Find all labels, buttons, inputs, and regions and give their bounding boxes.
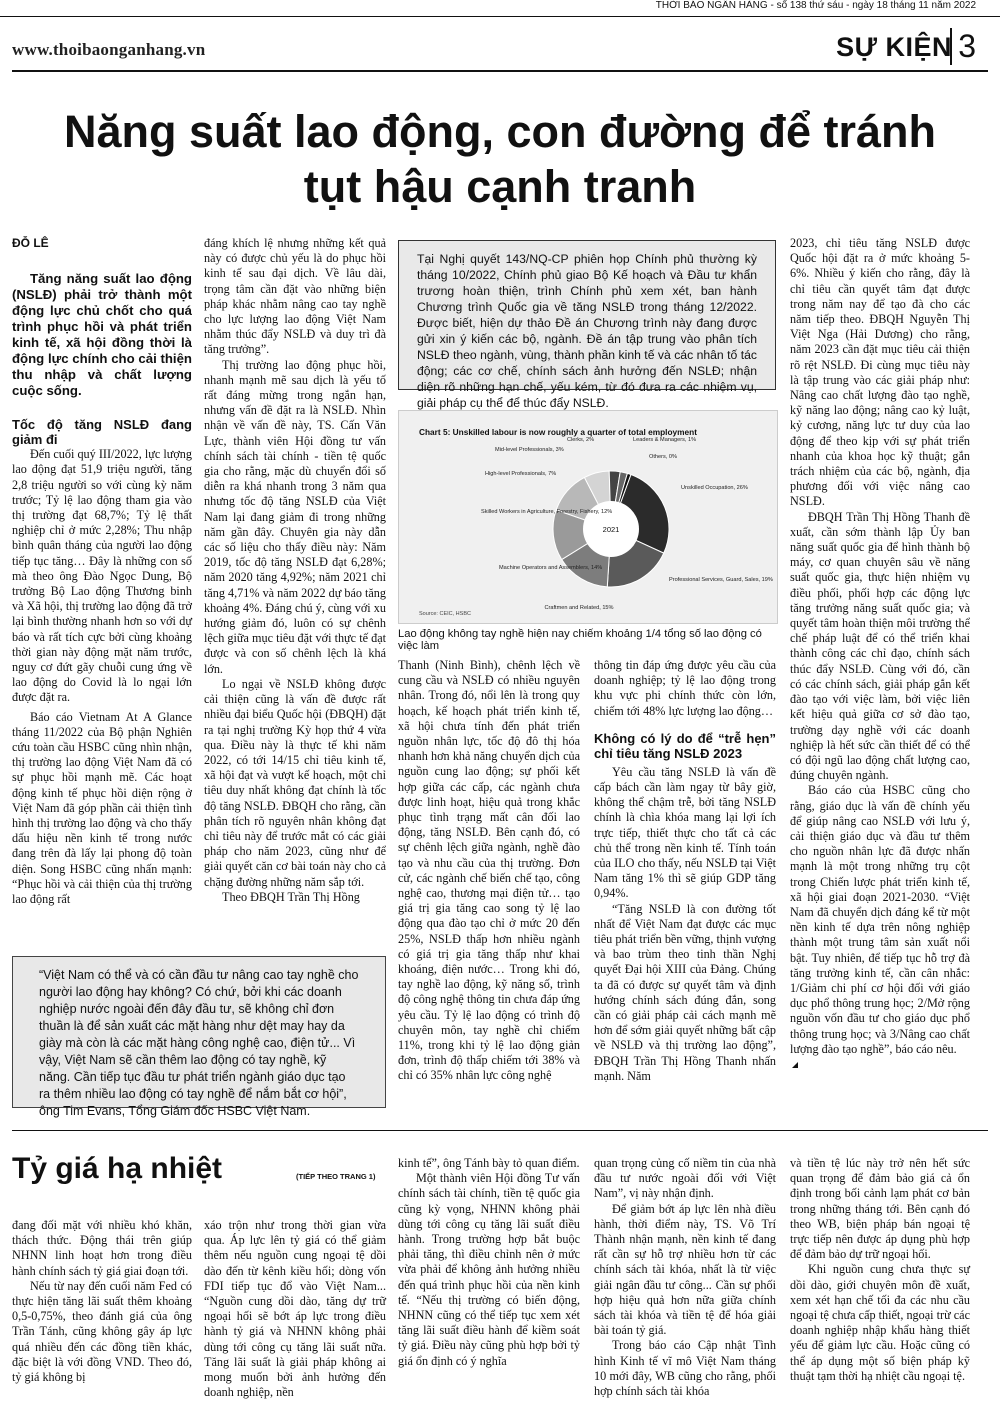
- story2-column-3: kinh tế”, ông Tánh bày tỏ quan điểm. Một thành viên Hội đồng Tư vấn chính sách tài chính, tiền tệ quốc gia cũng kỳ vọng, NHNN không phải dùng tới công cụ tăng lãi suất điều hành. Trong trường hợp bắt buộc phải tăng, thì điều chỉnh nên ở mức vừa phải để không ảnh hưởng nhiều đến quá trình phục hồi của nền kinh tế. “Nếu thị trường có biến động, NHNN cũng có thể tiếp tục xem xét tăng lãi suất điều hành để kiềm soát tỷ giá. Điều này cũng phù hợp bởi tỷ giá ổn định có ý nghĩa: [398, 1156, 580, 1368]
- site-url[interactable]: www.thoibaonganhang.vn: [12, 40, 206, 59]
- column-2: đáng khích lệ nhưng những kết quả này có được chủ yếu là do phục hồi kinh tế sau đại dịch. Về lâu dài, trọng tâm cần đặt vào những biện pháp khác nhằm nâng cao tay nghề cho lực lượng lao động Việt Nam nhằm thúc đẩy NSLĐ và duy trì đà tăng trưởng”. Thị trường lao động phục hồi, nhanh mạnh mẽ sau dịch là yếu tố rất đáng mừng trong ngắn hạn, nhưng vấn đề đặt ra là NSLĐ. Nhìn nhận về vấn đề này, TS. Cấn Văn Lực, thành viên Hội đồng tư vấn chính sách tài chính - tiền tệ quốc gia cho rằng, mặc dù chuyển đổi số diễn ra khá nhanh trong 3 năm qua nhưng tốc độ tăng NSLĐ của Việt Nam lại đang giảm đi trong những năm gần đây. Chuyên gia này dẫn các số liệu cho thấy điều này: Năm 2019, tốc độ tăng NSLĐ đạt 6,28%; năm 2020 tăng 4,92%; năm 2021 chỉ tăng 4,71% và năm 2022 dự báo tăng khoảng 4%. Đáng chú ý, cùng với xu hướng giảm đó, luôn có sự chênh lệch giữa mục tiêu đặt với thực tế đạt được và con số chênh lệch là khá lớn. Lo ngại về NSLĐ không được cải thiện cũng là vấn đề được rất nhiều đại biểu Quốc hội (ĐBQH) đặt ra tại nghị trường Kỳ họp thứ 4 vừa qua. Điều này là thực tế khi năm 2022, có tới 14/15 chỉ tiêu kinh tế, xã hội đạt và vượt kế hoạch, một chỉ tiêu duy nhất không đạt chính là tốc độ tăng NSLĐ. ĐBQH cho rằng, cần phân tích rõ nguyên nhân không đạt chỉ tiêu này để trước mắt có các giải pháp cho năm 2023, cũng như để giải quyết căn cơ bài toán này cho cả chặng đường những năm sắp tới. Theo ĐBQH Trần Thị Hồng: [204, 236, 386, 904]
- pie-slice-label: Machine Operators and Assemblers, 14%: [499, 565, 603, 571]
- section-label: SỰ KIỆN: [836, 32, 952, 62]
- subhead-2: Không có lý do để “trễ hẹn” chỉ tiêu tăng NSLĐ 2023: [594, 730, 776, 761]
- pie-slice-label: Unskilled Occupation, 26%: [681, 485, 748, 491]
- chart-title: Chart 5: Unskilled labour is now roughly a quarter of total employment: [419, 427, 697, 437]
- end-mark-icon: [792, 1062, 798, 1068]
- pie-slice-label: Craftmen and Related, 15%: [544, 605, 614, 611]
- chart-caption: Lao động không tay nghề hiện nay chiếm khoảng 1/4 tổng số lao động có việc làm: [398, 628, 762, 652]
- pie-slice-label: Others, 0%: [649, 454, 677, 460]
- pie-slice-label: Skilled Workers in Agriculture, Forestry, Fishery, 12%: [481, 509, 613, 515]
- chart-area: [398, 410, 778, 624]
- chart-source: Source: CEIC, HSBC: [419, 611, 471, 617]
- pie-slice-label: High-level Professionals, 7%: [485, 471, 557, 477]
- story2-column-4: quan trọng củng cố niềm tin của nhà đầu tư nước ngoài đối với Việt Nam”, vị này nhận định. Để giảm bớt áp lực lên nhà điều hành, thời điểm này, TS. Võ Trí Thành nhận mạnh, nền kinh tế đang rất cần sự hỗ trợ nhiều hơn từ các chính sách tài khóa, nhất là từ việc giải ngân đầu tư công... Cần sự phối hợp hiệu quả hơn nữa giữa chính sách tài khóa và tiền tệ để hóa giải bài toán tỷ giá. Trong báo cáo Cập nhật Tình hình Kinh tế vĩ mô Việt Nam tháng 10 mới đây, WB cũng cho rằng, phối hợp chính sách tài khóa: [594, 1156, 776, 1399]
- story2-column-5: và tiền tệ lúc này trở nên hết sức quan trọng để đảm bảo giá cả ổn định trong bối cảnh lạm phát cơ bản trong những tháng tới. Bên cạnh đó theo WB, biện pháp bán ngoại tệ trực tiếp nên được áp dụng phù hợp để đảm bảo dự trữ ngoại hối. Khi nguồn cung chưa thực sự dồi dào, giới chuyên môn đề xuất, xem xét hạn chế tối đa các nhu cầu ngoại tệ chưa cấp thiết, ngoại trừ các doanh nghiệp nhập khẩu hàng thiết yếu để giảm lực cầu. Hoặc cũng có thể áp dụng một số biện pháp kỹ thuật tạm thời hạ nhiệt cầu ngoại tệ.: [790, 1156, 970, 1383]
- story2-continued: (TIẾP THEO TRANG 1): [296, 1172, 376, 1181]
- lead: Tăng năng suất lao động (NSLĐ) phải trở thành một động lực chủ chốt cho quá trình phục hồi và phát triển kinh tế, xã hội đồng thời là động lực chính cho cải thiện thu nhập và chất lượng cuộc sống.: [12, 271, 192, 399]
- story2-column-2: xáo trộn như trong thời gian vừa qua. Áp lực lên tỷ giá có thể giảm thêm nếu nguồn cung ngoại tệ dồi dào đến từ kênh kiều hối; dòng vốn FDI tiếp tục đổ vào Việt Nam... “Nguồn cung dồi dào, tăng dự trữ ngoại hối sẽ bớt áp lực trong điều hành tỷ giá và NHNN không phải dùng tới công cụ tăng lãi suất nữa. Tăng lãi suất là giải pháp không ai mong muốn bởi ảnh hưởng đến doanh nghiệp, nền: [204, 1218, 386, 1400]
- story2-title: Tỷ giá hạ nhiệt: [12, 1152, 223, 1185]
- column-1: ĐỖ LÊ Tăng năng suất lao động (NSLĐ) phải trở thành một động lực chủ chốt cho quá trình phục hồi và phát triển kinh tế, xã hội đồng thời là động lực chính cho cải thiện thu nhập và chất lượng cuộc sống. Tốc độ tăng NSLĐ đang giảm đi Đến cuối quý III/2022, lực lượng lao động đạt 51,9 triệu người, tăng 2,8 triệu người so với cùng kỳ năm trước; Tỷ lệ lao động tham gia vào thị trường đạt 68,7%; Tỷ lệ thất nghiệp chỉ ở mức 2,28%; Thu nhập bình quân tháng của người lao động tiếp tục tăng… Đây là những con số mà theo ông Đào Ngọc Dung, Bộ trưởng Bộ Lao động Thương binh và Xã hội, thị trường lao động đã trở lại bình thường nhanh hơn so với dự báo và rất tích cực bởi cùng khoảng thời gian này động mặt năm trước, nguy cơ đứt gãy chuỗi cung ứng về lao động do Covid là lo ngại lớn được đặt ra. Báo cáo Vietnam At A Glance tháng 11/2022 của Bộ phận Nghiên cứu toàn cầu HSBC cũng nhìn nhận, thị trường lao động Việt Nam đã có sự phục hồi mạnh mẽ. Các hoạt động kinh tế phục hồi diện rộng ở Việt Nam đã góp phần cải thiện tình hình thị trường lao động và cho thấy dấu hiệu nền kinh tế trong nước đang trên đà lấy lại phong độ toàn diện. Song HSBC cũng nhấn mạnh: “Phục hồi và cải thiện của thị trường lao động rất: [12, 236, 192, 907]
- chart-center-label: 2021: [602, 525, 620, 534]
- pie-slice-label: Professional Services, Guard, Sales, 19%: [669, 577, 773, 583]
- pie-slice-label: Leaders & Managers, 1%: [633, 437, 697, 443]
- story-divider: [12, 1130, 988, 1131]
- pie-chart: [399, 411, 777, 623]
- byline: ĐỖ LÊ: [12, 236, 49, 250]
- header-rule: [12, 70, 988, 72]
- quote-box: “Việt Nam có thể và có cần đầu tư nâng cao tay nghề cho người lao động hay không? Có chứ, bởi khi các doanh nghiệp nước ngoài đến đây đầu tư, sẽ không chỉ đơn thuần là để sản xuất các mặt hàng như dệt may hay da giày mà còn là các mặt hàng công nghệ cao, điện tử... Vì vậy, Việt Nam sẽ cần thêm lao động có tay nghề, kỹ năng. Cần tiếp tục đầu tư phát triển ngành giáo dục tạo ra thêm nhiều lao động có tay nghề để nắm bắt cơ hội”, ông Tim Evans, Tổng Giám đốc HSBC Việt Nam.: [12, 956, 386, 1108]
- pie-slice-label: Clerks, 2%: [567, 437, 595, 443]
- page-number: 3: [950, 28, 976, 65]
- subhead-1: Tốc độ tăng NSLĐ đang giảm đi: [12, 417, 192, 448]
- column-5: 2023, chỉ tiêu tăng NSLĐ được Quốc hội đặt ra ở mức khoảng 5-6%. Nhiều ý kiến cho rằng, đây là chỉ tiêu cần quyết tâm đạt được trong năm nay để tạo đà cho các năm tiếp theo. ĐBQH Nguyễn Thị Việt Nga (Hải Dương) cho rằng, năm 2023 cần đặt mục tiêu cải thiện rõ rệt NSLĐ. Đi cùng mục tiêu này là tập trung vào các giải pháp như: Nâng cao chất lượng đào tạo nghề, kỹ năng lao động; nâng cao kỷ luật, kỷ cương, năng lực tư duy của lao động để theo kịp với sự phát triển nhanh của khoa học kỹ thuật; gắn trách nhiệm của các bộ, ngành, địa phương đối với việc nâng cao NSLĐ. ĐBQH Trần Thị Hồng Thanh đề xuất, cần sớm thành lập Ủy ban năng suất quốc gia để hình thành bộ máy, cơ quan chuyên sâu về năng suất quốc gia, thực hiện nhiệm vụ điều phối, phối hợp các động lực tăng trưởng năng suất quốc gia; và quyết tâm hoàn thiện môi trường thể chế pháp luật để có thể triển khai thành công các chỉ đạo, chính sách thúc đẩy NSLĐ. Cùng với đó, cần có các chính sách, giải pháp gắn kết đào tạo với việc làm, bởi việc liên kết hiệu quả giữa cơ sở đào tạo, trường dạy nghề với các doanh nghiệp là hết sức cần thiết để có thể có đội ngũ lao động chất lượng cao, đúng chuyên ngành. Báo cáo của HSBC cũng cho rằng, giáo dục là vấn đề chính yếu để giúp nâng cao NSLĐ với lưu ý, cải thiện giáo dục và đầu tư thêm cho nguồn nhân lực đã được nhấn mạnh là một trong những trụ cột trong Chiến lược phát triển kinh tế, xã hội giai đoạn 2021-2030. “Việt Nam đã chuyển dịch đáng kể từ một nền kinh tế dựa trên nông nghiệp thành một trung tâm sản xuất nổi bật. Tuy nhiên, để tiếp tục hỗ trợ đà tăng trưởng kinh tế, cần cân nhắc: 1/Giảm chi phí cơ hội đối với giáo dục phổ thông trung học; 2/Mở rộng nguồn vốn đầu tư cho giáo dục phổ thông trung học; và 3/Nâng cao chất lượng đào tạo nghề”, báo cáo nêu.: [790, 236, 970, 1072]
- summary-box: Tại Nghị quyết 143/NQ-CP phiên họp Chính phủ thường kỳ tháng 10/2022, Chính phủ giao Bộ Kế hoạch và Đầu tư khẩn trương hoàn thiện, trình Chính phủ xem xét, ban hành Chương trình Quốc gia về tăng NSLĐ trong tháng 12/2022. Được biết, hiện dự thảo Đề án Chương trình này đang được gửi xin ý kiến các bộ, ngành. Đề án tập trung vào phân tích NSLĐ theo ngành, vùng, thành phần kinh tế và các nhân tố tác động; các cơ chế, chính sách ảnh hưởng đến NSLĐ; nhận diện rõ những hạn chế, yếu kém, từ đó đưa ra các nhiệm vụ, giải pháp cụ thể để thúc đẩy NSLĐ.: [398, 240, 776, 390]
- story2-column-1: đang đối mặt với nhiều khó khăn, thách thức. Động thái trên giúp NHNN linh hoạt hơn trong điều hành chính sách tỷ giá giai đoạn tới. Nếu từ nay đến cuối năm Fed có thực hiện tăng lãi suất thêm khoảng 0,5-0,75%, theo đánh giá của ông Trần Tánh, cũng không gây áp lực quá nhiều đến các đồng tiền khác, đặc biệt là với đồng VND. Theo đó, tỷ giá không bị: [12, 1218, 192, 1385]
- column-3: Thanh (Ninh Bình), chênh lệch về cung cầu và NSLĐ có nhiều nguyên nhân. Trong đó, nổi lên là trong quy hoạch, kế hoạch phát triển kinh tế, xã hội chưa tính đến phát triển nguồn nhân lực, tốc độ đô thị hóa nhanh hơn khả năng chuyển dịch của nguồn cung lao động; sự phối kết hợp giữa các cấp, các ngành chưa được linh hoạt, hiệu quả trong khắc phục tình trạng mất cân đối lao động, tăng NSLĐ. Bên cạnh đó, có sự chênh lệch giữa ngành, nghề đào tạo và nhu cầu của thị trường. Đơn cử, các ngành chế biến chế tạo, công nghệ cao, thương mại điện tử… tạo giá trị gia tăng cao song tỷ lệ lao động qua đào tạo chỉ ở mức 20 đến 25%, NSLĐ thấp hơn nhiều ngành có giá trị gia tăng thấp như khai khoáng, điện nước… Trong khi đó, tay nghề lao động, kỹ năng số, trình độ công nghệ thông tin chưa đáp ứng yêu cầu. Tỷ lệ lao động có trình độ chuyên môn, tay nghề chỉ chiếm 11%, trong khi tỷ lệ lao động giản đơn, trình độ thấp chiếm tới 38% và chỉ có 35% nhân lực công nghệ: [398, 658, 580, 1083]
- pie-slice-label: Mid-level Professionals, 3%: [495, 447, 564, 453]
- issue-line: THỜI BÁO NGÂN HÀNG - số 138 thứ sáu - ngày 18 tháng 11 năm 2022: [655, 0, 976, 11]
- headline: Năng suất lao động, con đường để tránh tụt hậu cạnh tranh: [63, 106, 937, 212]
- column-4: thông tin đáp ứng được yêu cầu của doanh nghiệp; tỷ lệ lao động trong khu vực phi chính thức còn lớn, chiếm tới 48% lực lượng lao động… Không có lý do để “trễ hẹn” chỉ tiêu tăng NSLĐ 2023 Yêu cầu tăng NSLĐ là vấn đề cấp bách cần làm ngay từ bây giờ, không thể chậm trễ, bởi tăng NSLĐ chính là chìa khóa mang lại lợi ích trực tiếp, thiết thực cho tất cả các chủ thể trong nền kinh tế. Tính toán của ILO cho thấy, nếu NSLĐ tại Việt Nam tăng 1% thì sẽ giúp GDP tăng 0,94%. “Tăng NSLĐ là con đường tốt nhất để Việt Nam đạt được các mục tiêu phát triển bền vững, thịnh vượng và bao trùm theo tinh thần Nghị quyết Đại hội XIII của Đảng. Chúng ta đã có được sự quyết tâm và định hướng chính sách đúng đắn, song cần có giải pháp cải cách mạnh mẽ hơn để sớm giải quyết những bất cập về NSLĐ và thị trường lao động”, ĐBQH Trần Thị Hồng Thanh nhấn mạnh. Năm: [594, 658, 776, 1083]
